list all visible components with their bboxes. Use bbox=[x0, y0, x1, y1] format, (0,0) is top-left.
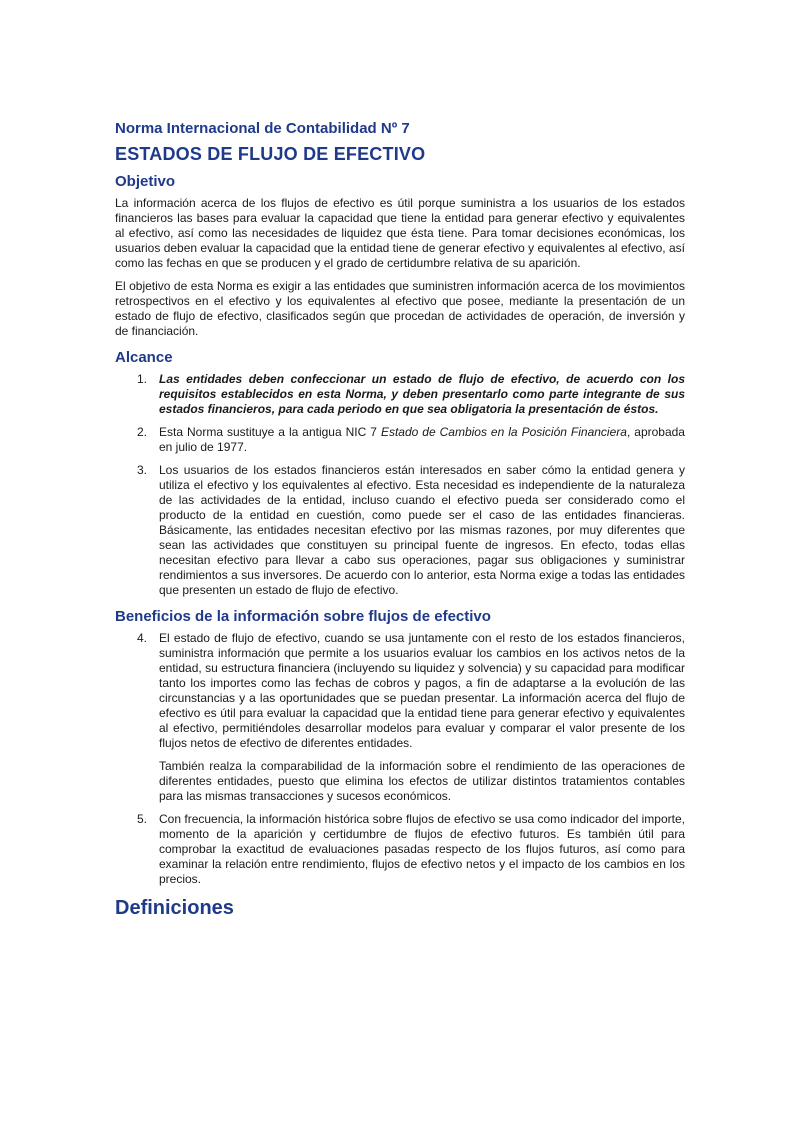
item-text bbox=[159, 425, 685, 455]
item-text: El estado de flujo de efectivo, cuando se usa juntamente con el resto de los estados financieros, suministra información que permite a los usuarios evaluar los cambios en los activos netos de la entidad, su estructura financiera (incluyendo su liquidez y solvencia) y su capacidad para modificar tanto los importes como las fechas de cobros y pagos, a fin de adaptarse a la evolución de las circunstancias y a las oportunidades que se puedan presentar. La información acerca del flujo de efectivo es útil para evaluar la capacidad que la entidad tiene para generar efectivo y equivalentes al efectivo, permitiéndoles desarrollar modelos para evaluar y comparar el valor presente de los flujos netos de efectivo de diferentes entidades. bbox=[159, 631, 685, 750]
item-text-part: Esta Norma sustituye a la antigua NIC 7 bbox=[159, 425, 381, 439]
item-text-part: , aprobada en julio de 1977. bbox=[159, 425, 685, 454]
item-text: Los usuarios de los estados financieros están interesados en saber cómo la entidad genera y utiliza el efectivo y los equivalentes al efectivo. Esta necesidad es independiente de la naturaleza de las actividades de la entidad, incluso cuando el efectivo pueda ser considerado como el producto de la entidad en cuestión, como puede ser el caso de las entidades financieras. Básicamente, las entidades necesitan efectivo por las mismas razones, por muy diferentes que sean las actividades que constituyen su principal fuente de ingresos. En efecto, todas ellas necesitan efectivo para llevar a cabo sus operaciones, pagar sus obligaciones y suministrar rendimientos a sus inversores. De acuerdo con lo anterior, esta Norma exige a todas las entidades que presenten un estado de flujo de efectivo. bbox=[159, 463, 685, 597]
objetivo-paragraph-2: El objetivo de esta Norma es exigir a las entidades que suministren información acerca de los movimientos retrospectivos en el efectivo y los equivalentes al efectivo que posee, mediante la presentación de un estado de flujo de efectivo, clasificados según que procedan de actividades de operación, de inversión y de financiación. bbox=[115, 279, 685, 338]
item-number: 2. bbox=[137, 425, 148, 439]
definiciones-heading: Definiciones bbox=[115, 897, 234, 919]
objetivo-heading: Objetivo bbox=[115, 173, 176, 190]
alcance-heading: Alcance bbox=[115, 349, 173, 366]
item-text: Las entidades deben confeccionar un estado de flujo de efectivo, de acuerdo con los requisitos establecidos en esta Norma, y deben presentarlo como parte integrante de sus estados financieros, para cada periodo en que sea obligatoria la presentación de éstos. bbox=[159, 372, 685, 416]
beneficios-heading: Beneficios de la información sobre flujos de efectivo bbox=[115, 608, 491, 625]
paragraph-item-3 bbox=[115, 463, 685, 598]
objetivo-paragraph-1: La información acerca de los flujos de efectivo es útil porque suministra a los usuarios de los estados financieros las bases para evaluar la capacidad que tiene la entidad para generar efectivo y equivalentes al efectivo, así como las necesidades de liquidez que ésta tiene. Para tomar decisiones económicas, los usuarios deben evaluar la capacidad que la entidad tiene de generar efectivo y equivalentes al efectivo, así como las fechas en que se producen y el grado de certidumbre relativa de su aparición. bbox=[115, 196, 685, 270]
item-text: Con frecuencia, la información histórica sobre flujos de efectivo se usa como indicador del importe, momento de la aparición y certidumbre de flujos de efectivo futuros. Es también útil para comprobar la exactitud de evaluaciones pasadas respecto de los flujos futuros, así como para examinar la relación entre rendimiento, flujos de efectivo netos y el impacto de los cambios en los precios. bbox=[159, 812, 685, 886]
document-page bbox=[115, 120, 685, 920]
item-number: 5. bbox=[137, 812, 148, 826]
paragraph-item-5 bbox=[115, 812, 685, 887]
item-text-italic: Estado de Cambios en la Posición Financiera bbox=[380, 425, 627, 439]
paragraph-item-4-continuation: También realza la comparabilidad de la información sobre el rendimiento de las operaciones de diferentes entidades, puesto que elimina los efectos de utilizar distintos tratamientos contables para las mismas transacciones y sucesos económicos. bbox=[159, 759, 685, 803]
paragraph-item-1 bbox=[115, 372, 685, 417]
item-number: 4. bbox=[137, 631, 148, 645]
item-number: 1. bbox=[137, 372, 148, 386]
paragraph-item-2 bbox=[115, 425, 685, 455]
standard-name: Norma Internacional de Contabilidad Nº 7 bbox=[115, 120, 410, 137]
item-number: 3. bbox=[137, 463, 148, 477]
paragraph-item-4 bbox=[115, 631, 685, 751]
document-title: ESTADOS DE FLUJO DE EFECTIVO bbox=[115, 144, 426, 164]
